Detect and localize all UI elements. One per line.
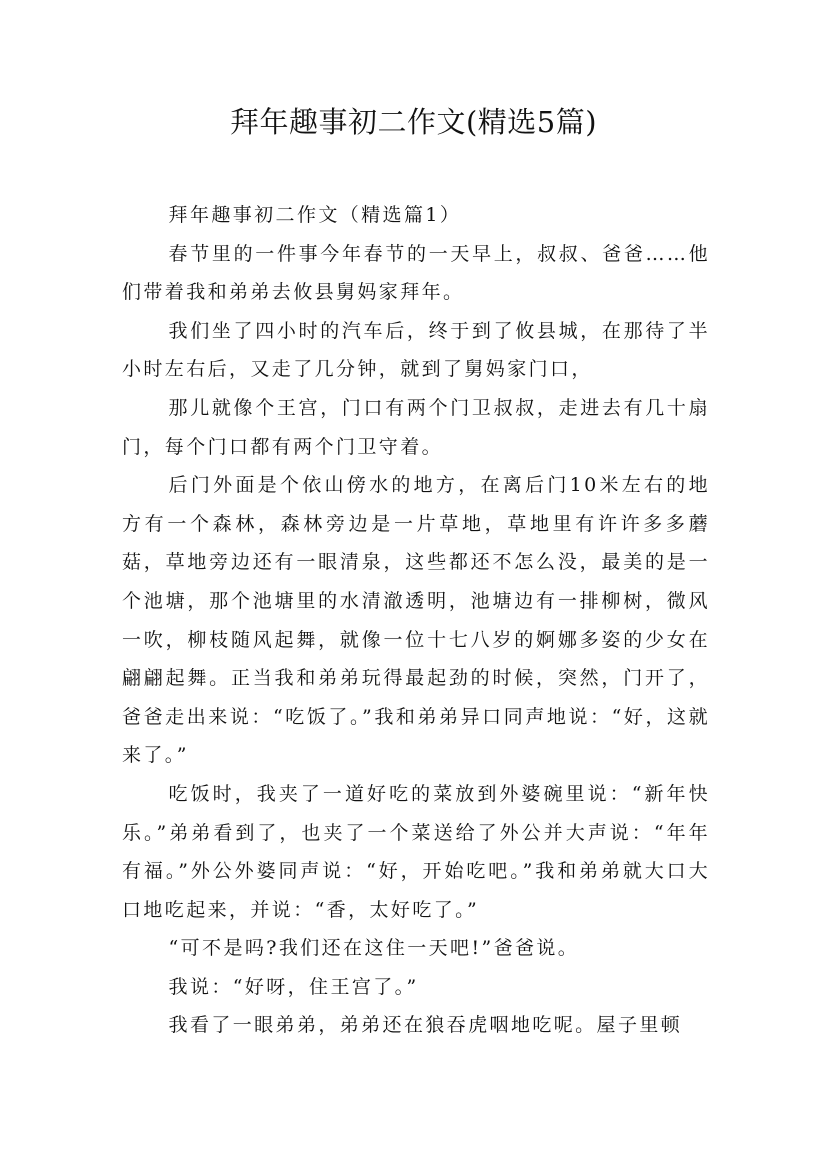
paragraph: 那儿就像个王宫，门口有两个门卫叔叔，走进去有几十扇门，每个门口都有两个门卫守着。 xyxy=(122,396,710,458)
document-title: 拜年趣事初二作文(精选5篇) xyxy=(229,105,598,139)
paragraph: 后门外面是个依山傍水的地方，在离后门10米左右的地方有一个森林，森林旁边是一片草地，草地里有许许多多蘑菇，草地旁边还有一眼清泉，这些都还不怎么没，最美的是一个池塘，那个池塘里的水清澈透明，池塘边有一排柳树，微风一吹，柳枝随风起舞，就像一位十七八岁的婀娜多姿的少女在翩翩起舞。正当我和弟弟玩得最起劲的时候，突然，门开了，爸爸走出来说：“吃饭了。”我和弟弟异口同声地说：“好，这就来了。” xyxy=(122,474,710,767)
document-body xyxy=(122,196,710,1045)
paragraph: “可不是吗?我们还在这住一天吧!”爸爸说。 xyxy=(168,937,580,960)
paragraph: 我们坐了四小时的汽车后，终于到了攸县城，在那待了半小时左右后，又走了几分钟，就到了舅妈家门口， xyxy=(122,319,710,381)
paragraph: 吃饭时，我夹了一道好吃的菜放到外婆碗里说：“新年快乐。”弟弟看到了，也夹了一个菜送给了外公并大声说：“年年有福。”外公外婆同声说：“好，开始吃吧。”我和弟弟就大口大口地吃起来，并说：“香，太好吃了。” xyxy=(122,782,710,921)
paragraph: 春节里的一件事今年春节的一天早上，叔叔、爸爸……他们带着我和弟弟去攸县舅妈家拜年。 xyxy=(122,242,710,304)
paragraph: 我说：“好呀，住王宫了。” xyxy=(168,975,419,998)
section-heading: 拜年趣事初二作文（精选篇1） xyxy=(168,204,462,226)
paragraph: 我看了一眼弟弟，弟弟还在狼吞虎咽地吃呢。屋子里顿 xyxy=(168,1014,683,1037)
